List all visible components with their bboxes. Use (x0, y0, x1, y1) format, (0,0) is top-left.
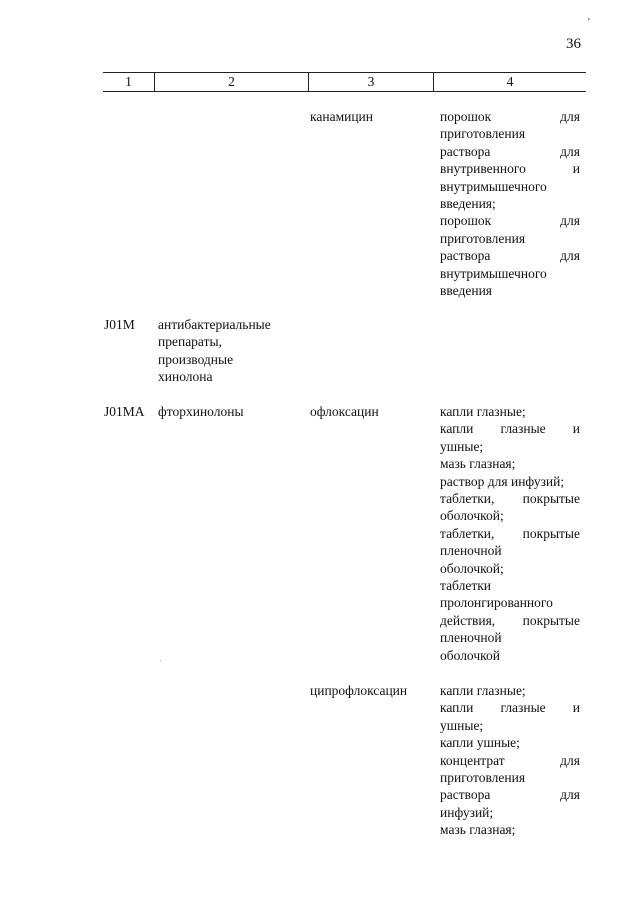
dosage-form-line: раствора для (440, 143, 580, 159)
dosage-form-line: оболочкой (440, 647, 500, 663)
dosage-form-line: действия, покрытые (440, 612, 580, 628)
anatomical-group (158, 316, 298, 386)
atc-code: J01M (104, 317, 135, 332)
header-col-3: 3 (367, 74, 375, 89)
dosage-form-line: приготовления (440, 126, 526, 142)
dosage-form-line: пленочной (440, 543, 502, 559)
dosage-forms (440, 108, 580, 299)
dosage-form-line: ушные; (440, 438, 484, 454)
dosage-form-line: таблетки, покрытые (440, 525, 580, 541)
drug-name: офлоксацин (310, 404, 379, 419)
group-line: антибактериальные (158, 317, 271, 332)
dosage-form-line: оболочкой; (440, 508, 504, 524)
drug-name: ципрофлоксацин (310, 683, 408, 698)
dosage-form-line: таблетки, покрытые (440, 491, 580, 507)
dosage-form-line: капли глазные; (440, 404, 526, 419)
anatomical-group (158, 403, 298, 420)
dosage-form-line: пленочной (440, 630, 502, 646)
dosage-form-line: мазь глазная; (440, 822, 516, 838)
dosage-form-line: раствора для (440, 787, 580, 803)
dosage-form-line: введения; (440, 196, 496, 212)
dosage-form-line: мазь глазная; (440, 456, 516, 472)
dosage-form-line: оболочкой; (440, 560, 504, 576)
dosage-form-line: капли глазные и (440, 421, 580, 437)
dosage-forms (440, 403, 580, 664)
header-col-4: 4 (506, 74, 514, 89)
dosage-form-line: введения (440, 283, 493, 299)
dosage-form-line: капли глазные; (440, 683, 526, 698)
dosage-form-line: концентрат для (440, 752, 580, 768)
dosage-form-line: инфузий; (440, 804, 494, 820)
dosage-form-line: таблетки (440, 578, 492, 594)
dosage-form-line: капли глазные и (440, 700, 580, 716)
dosage-form-line: внутривенного и (440, 161, 580, 177)
dosage-form-line: приготовления (440, 770, 526, 786)
dosage-forms (440, 682, 580, 839)
dosage-form-line: ушные; (440, 717, 484, 733)
group-line: производные (158, 351, 234, 367)
group-line: препараты, (158, 334, 222, 350)
header-col-1: 1 (125, 74, 132, 89)
drug-name: канамицин (310, 109, 374, 124)
dosage-form-line: раствор для инфузий; (440, 473, 565, 489)
atc-code: J01MA (104, 404, 145, 419)
dosage-form-line: внутримышечного (440, 178, 547, 194)
table-header (103, 72, 586, 92)
dosage-form-line: капли ушные; (440, 735, 520, 751)
scan-speck (160, 660, 161, 661)
corner-mark: ' (588, 17, 590, 28)
dosage-form-line: порошок для (440, 109, 580, 124)
dosage-form-line: внутримышечного (440, 265, 547, 281)
page-number: 36 (566, 36, 581, 52)
dosage-form-line: пролонгированного (440, 595, 553, 611)
group-line: хинолона (158, 369, 213, 385)
group-line: фторхинолоны (158, 404, 244, 419)
dosage-form-line: приготовления (440, 230, 526, 246)
dosage-form-line: раствора для (440, 248, 580, 264)
header-col-2: 2 (228, 74, 235, 89)
dosage-form-line: порошок для (440, 213, 580, 229)
